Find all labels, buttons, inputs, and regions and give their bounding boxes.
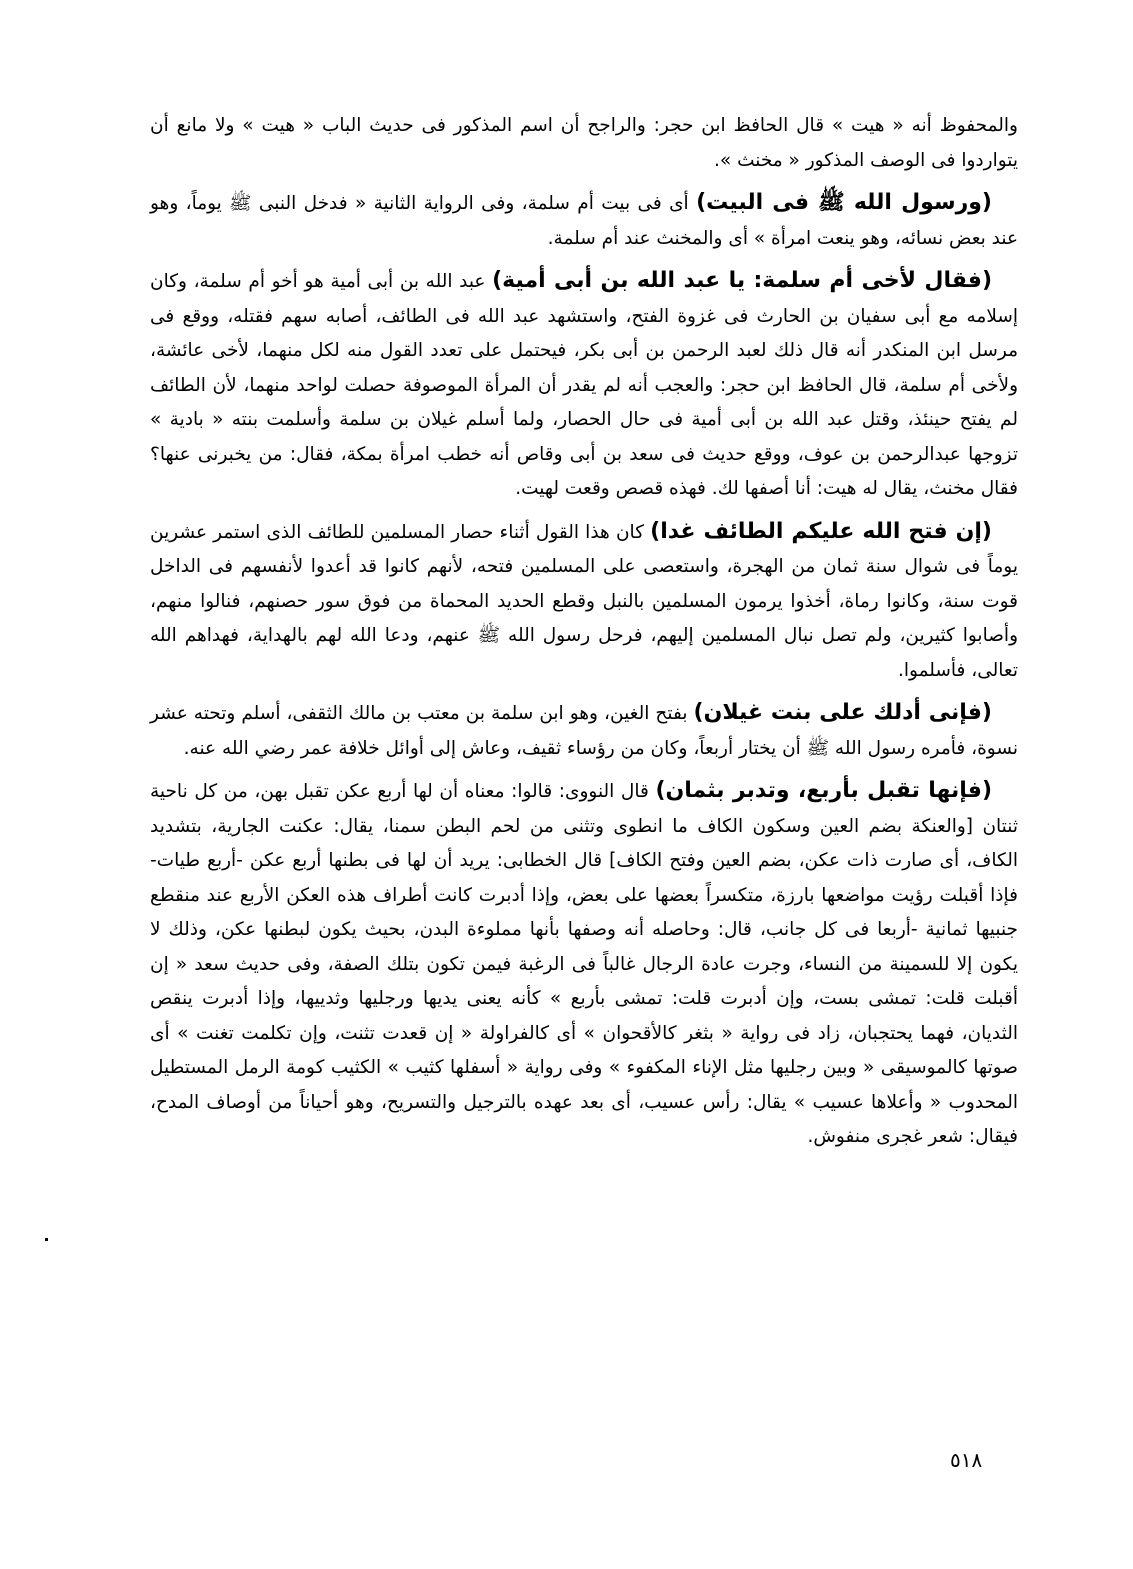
paragraph-daughter-of-ghaylan	[150, 696, 1018, 766]
lemma: (فإنها تقبل بأربع، وتدبر بثمان)	[655, 778, 992, 803]
paragraph-intro	[150, 108, 1018, 178]
paragraph-prophet-in-house	[150, 186, 1018, 256]
lemma: (فإنى أدلك على بنت غيلان)	[693, 700, 992, 725]
commentary-text: عبد الله بن أبى أمية هو أخو أم سلمة، وكان إسلامه مع أبى سفيان بن الحارث فى غزوة الفتح، واستشهد عبد الله فى الطائف، أصابه سهم فقتله، ووقع فى مرسل ابن المنكدر أنه قال ذلك لعبد الرحمن بن أبى بكر، فيحتمل على تعدد القول منه لكل منهما، لأخى عائشة، ولأخى أم سلمة، قال الحافظ ابن حجر: والعجب أنه لم يقدر أن المرأة الموصوفة حصلت لواحد منهما، لأن الطائف لم يفتح حينئذ، وقتل عبد الله بن أبى أمية فى حال الحصار، ولما أسلم غيلان بن سلمة وأسلمت بنته « بادية » تزوجها عبدالرحمن بن عوف، ووقع حديث فى سعد بن أبى وقاص أنه خطب امرأة بمكة، فقال: من يخبرنى عنها؟ فقال مخنث، يقال له هيت: أنا أصفها لك. فهذه قصص وقعت لهيت.	[150, 271, 1018, 499]
commentary-text: والمحفوظ أنه « هيت » قال الحافظ ابن حجر: والراجح أن اسم المذكور فى حديث الباب « هيت » ولا مانع أن يتواردوا فى الوصف المذكور « مخنث ».	[150, 115, 1018, 171]
paragraph-four-and-eight	[150, 774, 1018, 1155]
commentary-text: أى فى بيت أم سلمة، وفى الرواية الثانية « فدخل النبى ﷺ يوماً، وهو عند بعض نسائه، وهو ينعت امرأة » أى والمخنث عند أم سلمة.	[150, 193, 1018, 249]
page-body	[150, 108, 1018, 1163]
lemma: (إن فتح الله عليكم الطائف غدا)	[650, 518, 992, 544]
paragraph-taif	[150, 515, 1018, 689]
commentary-text: بفتح الغين، وهو ابن سلمة بن معتب بن مالك الثقفى، أسلم وتحته عشر نسوة، فأمره رسول الله ﷺ أن يختار أربعاً، وكان من رؤساء ثقيف، وعاش إلى أوائل خلافة عمر رضي الله عنه.	[150, 703, 1018, 759]
page-number: ٥١٨	[950, 1448, 983, 1472]
commentary-text: كان هذا القول أثناء حصار المسلمين للطائف الذى استمر عشرين يوماً فى شوال سنة ثمان من الهجرة، واستعصى على المسلمين فتحه، لأنهم كانوا قد أعدوا لأنفسهم فى الداخل قوت سنة، وكانوا رماة، أخذوا يرمون المسلمين بالنبل وقطع الحديد المحماة من فوق سور حصنهم، فنالوا منهم، وأصابوا كثيرين، ولم تصل نبال المسلمين إليهم، فرحل رسول الله ﷺ عنهم، ودعا الله لهم بالهداية، فهداهم الله تعالى، فأسلموا.	[150, 521, 1018, 681]
lemma: (ورسول الله ﷺ فى البيت)	[696, 190, 992, 215]
scan-speck	[45, 1238, 48, 1241]
commentary-text: قال النووى: قالوا: معناه أن لها أربع عكن تقبل بهن، من كل ناحية ثنتان [والعنكة بضم العين وسكون الكاف ما انطوى وتثنى من لحم البطن سمنا، يقال: عكنت الجارية، بتشديد الكاف، أى صارت ذات عكن، بضم العين وفتح الكاف] قال الخطابى: يريد أن لها فى بطنها أربع عكن -أربع طيات- فإذا أقبلت رؤيت مواضعها بارزة، متكسراً بعضها على بعض، وإذا أدبرت كانت أطراف هذه العكن الأربع عند منقطع جنبيها ثمانية -أربعا فى كل جانب، قال: وحاصله أنه وصفها بأنها مملوءة البدن، بحيث يكون لبطنها عكن، وذلك لا يكون إلا للسمينة من النساء، وجرت عادة الرجال غالباً فى الرغبة فيمن تكون بتلك الصفة، وفى حديث سعد « إن أقبلت قلت: تمشى بست، وإن أدبرت قلت: تمشى بأربع » كأنه يعنى يديها ورجليها وثدييها، وإذا أدبرت ينقص الثديان، فهما يحتجبان، زاد فى رواية « بثغر كالأقحوان » أى كالفراولة « إن قعدت تثنت، وإن تكلمت تغنت » أى صوتها كالموسيقى « وبين رجليها مثل الإناء المكفوء » وفى رواية « أسفلها كثيب » الكثيب كومة الرمل المستطيل المحدوب « وأعلاها عسيب » يقال: رأس عسيب، أى بعد عهده بالترجيل والتسريح، وهو أحياناً من أوصاف المدح، فيقال: شعر غجرى منفوش.	[150, 781, 1018, 1147]
paragraph-brother-of-umm-salama	[150, 264, 1018, 507]
lemma: (فقال لأخى أم سلمة: يا عبد الله بن أبى أمية)	[492, 268, 992, 293]
